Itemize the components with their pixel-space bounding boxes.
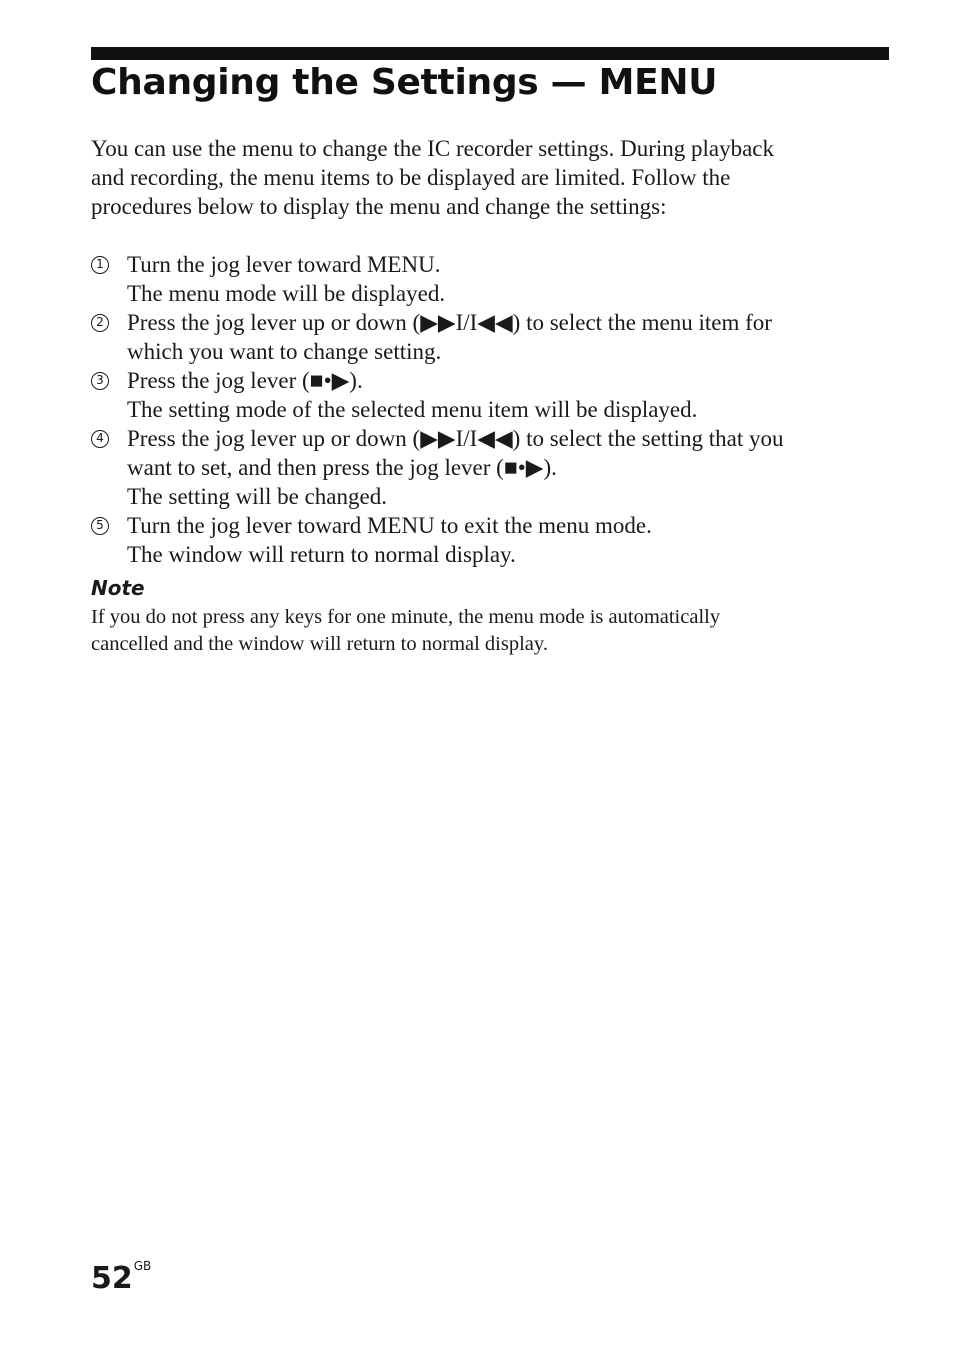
note-body (91, 604, 891, 658)
step-line: Turn the jog lever toward MENU to exit the menu mode. (127, 513, 652, 538)
note-heading: Note (91, 576, 145, 600)
page-title: Changing the Settings — MENU (91, 62, 718, 103)
step-line: want to set, and then press the jog lever (■•▶). (127, 455, 557, 480)
step-item-1 (91, 250, 891, 308)
page-footer (91, 1259, 151, 1299)
step-item-5 (91, 511, 891, 569)
intro-paragraph (91, 134, 891, 221)
step-item-3 (91, 366, 891, 424)
step-line: Press the jog lever (■•▶). (127, 368, 363, 393)
intro-line: procedures below to display the menu and change the settings: (91, 194, 667, 219)
step-line: The setting mode of the selected menu item will be displayed. (127, 397, 698, 422)
step-line: The setting will be changed. (127, 484, 387, 509)
steps-list (91, 250, 891, 569)
intro-line: and recording, the menu items to be displayed are limited. Follow the (91, 165, 731, 190)
title-rule (91, 47, 889, 60)
step-item-4 (91, 424, 891, 511)
step-number-badge: 2 (91, 314, 109, 332)
page-number: 52 (91, 1261, 133, 1296)
step-number-badge: 4 (91, 430, 109, 448)
step-line: The window will return to normal display. (127, 542, 516, 567)
step-line: which you want to change setting. (127, 339, 442, 364)
step-line: Turn the jog lever toward MENU. (127, 252, 441, 277)
intro-line: You can use the menu to change the IC recorder settings. During playback (91, 136, 775, 161)
step-line: Press the jog lever up or down (▶▶I/I◀◀) to select the menu item for (127, 310, 772, 335)
step-line: The menu mode will be displayed. (127, 281, 446, 306)
note-line: cancelled and the window will return to normal display. (91, 633, 548, 655)
note-line: If you do not press any keys for one minute, the menu mode is automatically (91, 606, 721, 628)
step-line: Press the jog lever up or down (▶▶I/I◀◀) to select the setting that you (127, 426, 784, 451)
step-item-2 (91, 308, 891, 366)
page-number-suffix: GB (133, 1259, 152, 1273)
step-number-badge: 3 (91, 372, 109, 390)
step-number-badge: 1 (91, 256, 109, 274)
step-number-badge: 5 (91, 517, 109, 535)
